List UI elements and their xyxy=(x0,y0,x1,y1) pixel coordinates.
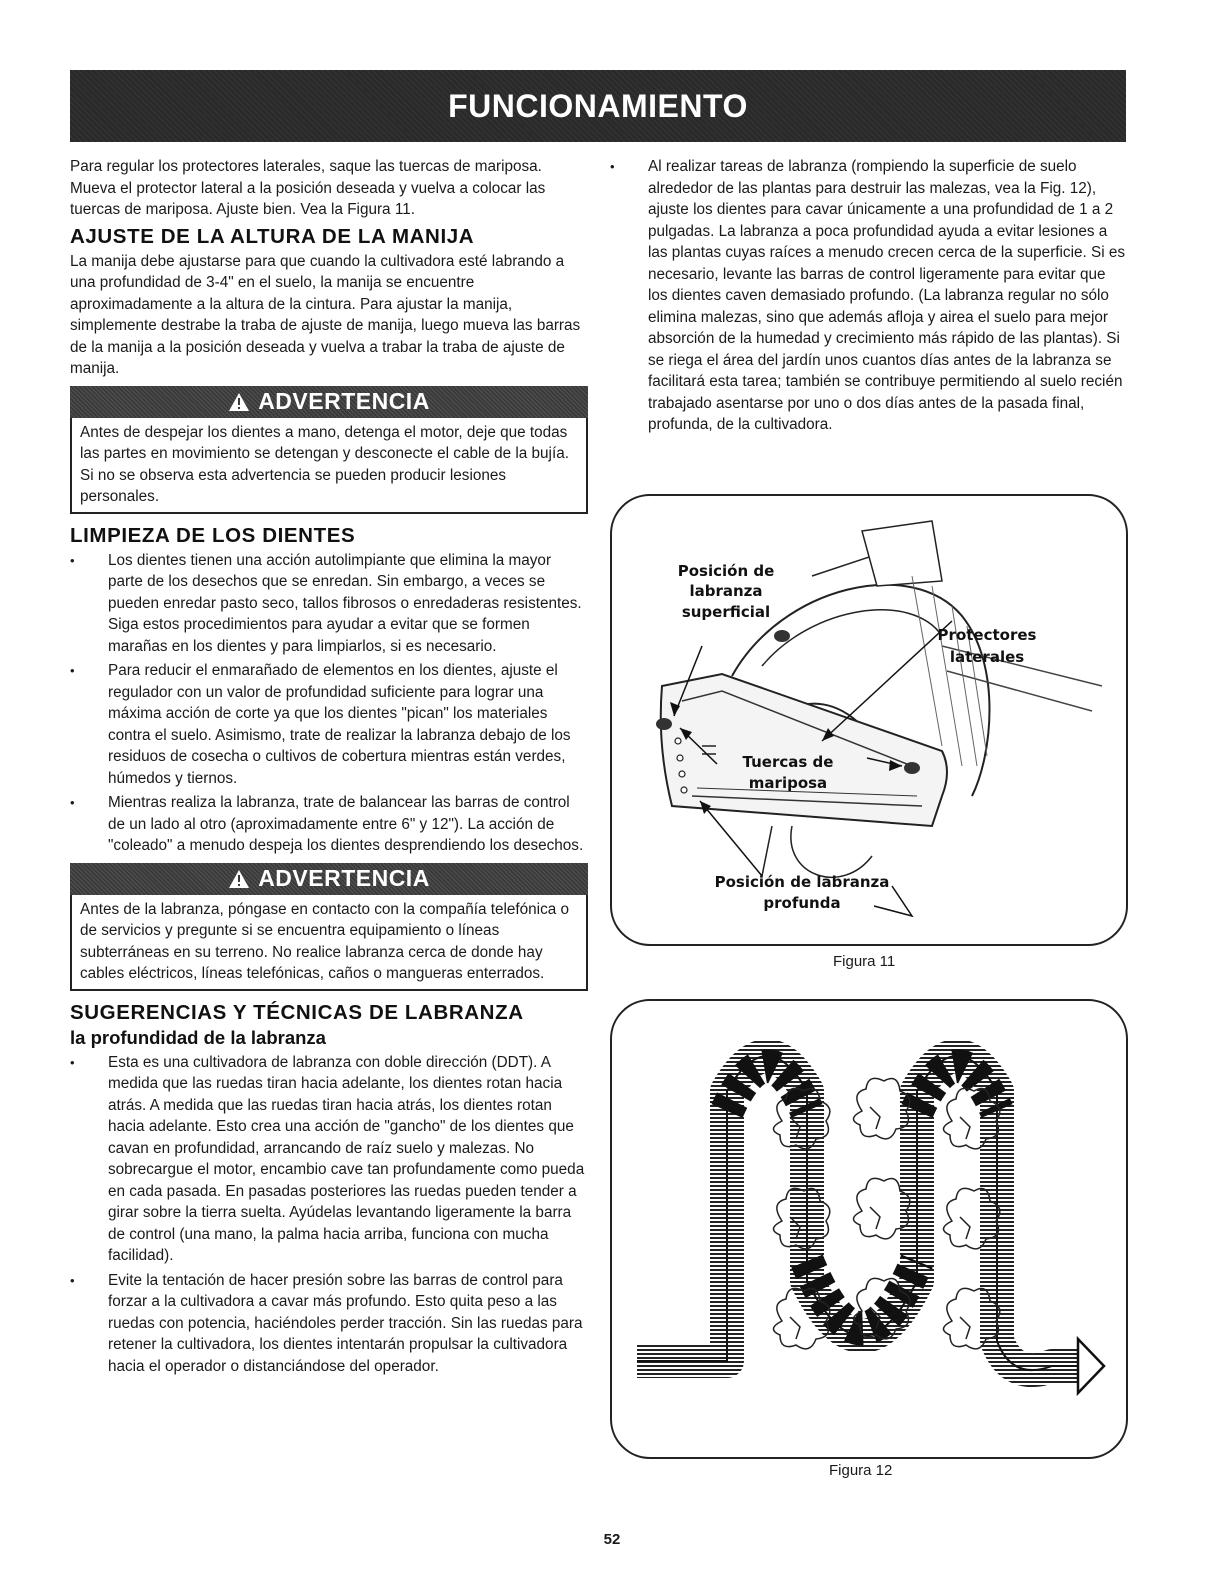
figure-12-frame xyxy=(610,999,1128,1459)
list-item: • Para reducir el enmarañado de elementos en los dientes, ajuste el regulador con un valor de profundidad suficiente para lograr una máxima acción de corte ya que los dientes "pican" los materiales contra el suelo. Asimismo, trate de realizar la labranza debajo de los residuos de cosecha o cultivos de cobertura mientras están verdes, húmedos y tiernos. xyxy=(70,660,588,789)
page-number: 52 xyxy=(603,1531,621,1548)
label-guards-2: laterales xyxy=(949,648,1025,666)
shallow-tilling-list xyxy=(610,156,1126,436)
list-item: • Esta es una cultivadora de labranza con doble dirección (DDT). A medida que las ruedas tiran hacia adelante, los dientes rotan hacia atrás. A medida que las ruedas tiran hacia atrás, los dientes rotan hacia adelante. Esto crea una acción de "gancho" de los dientes que cavan en profundidad, arrancando de raíz suelo y malezas. No sobrecargue el motor, encambio cave tan profundamente como pueda en cada pasada. En pasadas posteriores las ruedas pueden tender a girar sobre la tierra suelta. Ayúdelas levantando ligeramente la barra de control (una mano, la palma hacia arriba, funciona con mucha facilidad). xyxy=(70,1052,588,1267)
handle-heading: AJUSTE DE LA ALTURA DE LA MANIJA xyxy=(70,224,475,248)
tips-heading: SUGERENCIAS Y TÉCNICAS DE LABRANZA xyxy=(70,1000,524,1024)
warning-text-1: Antes de despejar los dientes a mano, detenga el motor, deje que todas las partes en movimiento se detengan y desconecte el cable de la bujía. Si no se observa esta advertencia se pueden producir lesiones personales. xyxy=(80,423,569,505)
warning-box-2 xyxy=(70,863,588,991)
label-nuts-2: mariposa xyxy=(748,774,828,792)
tiller-side-guard-diagram xyxy=(612,496,1126,944)
list-item: • Mientras realiza la labranza, trate de balancear las barras de control de un lado al otro (aproximadamente entre 6" y 12"). La acción de "coleado" a menudo despeja los dientes desprendiendo los desechos. xyxy=(70,792,588,857)
section-banner xyxy=(70,70,1126,142)
tips-list xyxy=(70,1052,588,1378)
left-column xyxy=(70,156,588,1380)
warning-header-2 xyxy=(70,863,588,895)
label-shallow-1: Posición de xyxy=(677,562,775,580)
warning-title-1: ADVERTENCIA xyxy=(258,388,430,414)
right-column xyxy=(610,156,1126,439)
tilling-path-diagram xyxy=(612,1001,1126,1457)
warning-body-1 xyxy=(70,418,588,514)
label-shallow-2: labranza xyxy=(689,582,763,600)
warning-triangle-icon xyxy=(228,392,250,412)
warning-title-2: ADVERTENCIA xyxy=(258,865,430,891)
cleaning-list xyxy=(70,550,588,857)
figure-11-caption: Figura 11 xyxy=(833,953,896,970)
warning-text-2: Antes de la labranza, póngase en contacto con la compañía telefónica o de servicios y pregunte si se encuentra equipamiento o líneas subterráneas en su terreno. No realice labranza cerca de donde hay cables eléctricos, líneas telefónicas, caños o mangueras enterrados. xyxy=(80,900,569,982)
warning-header-1 xyxy=(70,386,588,418)
label-deep-2: profunda xyxy=(763,894,841,912)
cleaning-heading: LIMPIEZA DE LOS DIENTES xyxy=(70,523,356,547)
figure-12-caption: Figura 12 xyxy=(829,1462,893,1479)
list-item: • Al realizar tareas de labranza (rompiendo la superficie de suelo alrededor de las plantas para destruir las malezas, vea la Fig. 12), ajuste los dientes para cavar únicamente a una profundidad de 1 a 2 pulgadas. La labranza a poca profundidad ayuda a evitar lesiones a las plantas cuyas raíces a menudo crecen cerca de la superficie. Si es necesario, levante las barras de control ligeramente para evitar que los dientes caven demasiado profundo. (La labranza regular no sólo elimina malezas, sino que además afloja y airea el suelo para mejor absorción de la humedad y crecimiento más rápido de las plantas). Si se riega el área del jardín unos cuantos días antes de la labranza se facilitará esta tarea; también se contribuye permitiendo al suelo recién trabajado asentarse por uno o dos días antes de la pasada final, profunda, de la cultivadora. xyxy=(610,156,1126,436)
label-shallow-3: superficial xyxy=(681,603,771,621)
warning-triangle-icon xyxy=(228,869,250,889)
list-item: • Los dientes tienen una acción autolimpiante que elimina la mayor parte de los desechos que se enredan. Sin embargo, a veces se pueden enredar pasto seco, tallos fibrosos o enredaderas resistentes. Siga estos procedimientos para ayudar a evitar que se formen marañas en los dientes y para limpiarlos, si es necesario. xyxy=(70,550,588,658)
figure-11-frame xyxy=(610,494,1128,946)
section-title: FUNCIONAMIENTO xyxy=(448,87,748,124)
list-item: • Evite la tentación de hacer presión sobre las barras de control para forzar a la cultivadora a cavar más profundo. Esto quita peso a las ruedas con potencia, haciéndoles perder tracción. Sin las ruedas para retener la cultivadora, los dientes intentarán propulsar la cultivadora hacia el operador o distanciándose del operador. xyxy=(70,1270,588,1378)
label-deep-1: Posición de labranza xyxy=(714,873,890,891)
label-guards-1: Protectores xyxy=(937,626,1037,644)
warning-body-2 xyxy=(70,895,588,991)
handle-text: La manija debe ajustarse para que cuando la cultivadora esté labrando a una profundidad de 3-4" en el suelo, la manija se encuentre aproximadamente a la altura de la cintura. Para ajustar la manija, simplemente destrabe la traba de ajuste de manija, luego mueva las barras de la manija a la posición deseada y vuelva a trabar la traba de ajuste de manija. xyxy=(70,252,581,377)
tips-subheading: la profundidad de la labranza xyxy=(70,1026,326,1048)
warning-box-1 xyxy=(70,386,588,514)
label-nuts-1: Tuercas de xyxy=(742,753,834,771)
side-guards-intro: Para regular los protectores laterales, saque las tuercas de mariposa. Mueva el protector lateral a la posición deseada y vuelva a colocar las tuercas de mariposa. Ajuste bien. Vea la Figura 11. xyxy=(70,158,546,218)
